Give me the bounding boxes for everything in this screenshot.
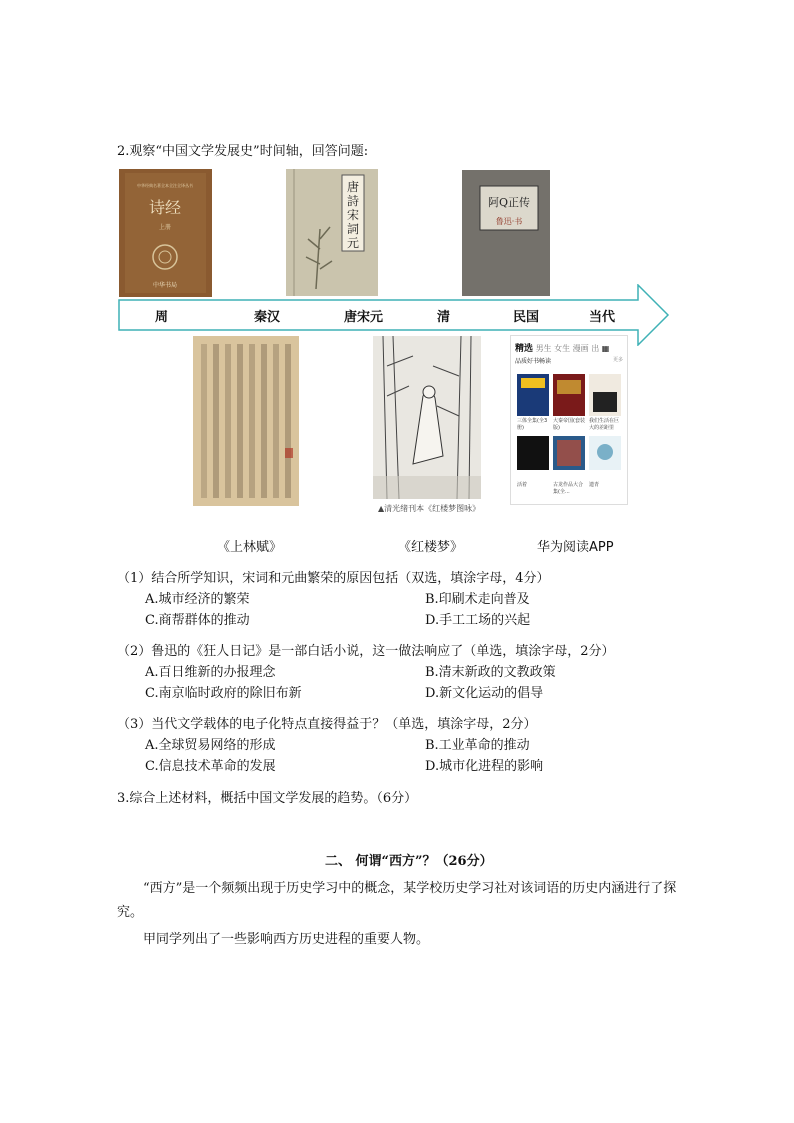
timeline-period-qing: 清 — [437, 310, 451, 325]
label-app: 华为阅读APP — [537, 540, 614, 555]
sub1-stem: （1）结合所学知识，宋词和元曲繁荣的原因包括（双选，填涂字母，4分） — [117, 571, 550, 586]
app-tab-female: 女生 — [554, 344, 571, 353]
sub3-stem: （3）当代文学载体的电子化特点直接得益于？（单选，填涂字母，2分） — [117, 717, 537, 732]
honglou-caption: ▲清光绪刊本《红楼梦图咏》 — [378, 504, 481, 513]
app-book-4: 活着 — [517, 482, 528, 488]
question-3: 3.综合上述材料，概括中国文学发展的趋势。（6分） — [117, 791, 418, 806]
timeline-period-minguo: 民国 — [513, 310, 540, 325]
ahq-cover-image — [462, 170, 550, 296]
svg-text:唐: 唐 — [346, 180, 360, 194]
app-grid-icon: ▦ — [601, 344, 610, 353]
app-tab-comics: 漫画 — [572, 344, 589, 353]
app-book-2: 大秦帝国(套装版) — [553, 418, 585, 431]
timeline-period-dangdai: 当代 — [589, 310, 616, 325]
shijing-title: 诗经 — [148, 198, 182, 217]
sub2-option-b: B.清末新政的文教政策 — [425, 665, 556, 680]
app-more-link: 更多 — [612, 357, 623, 363]
ahq-sub: 鲁迅·书 — [495, 217, 523, 226]
huawei-reading-app-screenshot — [510, 335, 628, 505]
sub2-option-d: D.新文化运动的倡导 — [425, 686, 544, 701]
shanglin-calligraphy-image — [193, 336, 299, 506]
app-book-5: 古龙作品大合集(全... — [553, 482, 584, 495]
question-2-title: 2.观察“中国文学发展史”时间轴，回答问题: — [117, 144, 369, 159]
timeline-period-zhou: 周 — [155, 310, 169, 325]
sub3-option-b: B.工业革命的推动 — [425, 738, 530, 753]
app-book-6: 遗青 — [589, 482, 600, 488]
honglou-illustration-image — [373, 336, 481, 499]
tangshi-cover-image — [286, 169, 378, 296]
section-2-title: 二、 何谓“西方”？（26分） — [325, 854, 493, 869]
shijing-publisher: 中华书局 — [152, 282, 178, 289]
shijing-cover-image — [119, 169, 212, 297]
section-2-paragraph-2: 甲同学列出了一些影响西方历史进程的重要人物。 — [143, 932, 430, 947]
svg-text:詩: 詩 — [346, 194, 360, 208]
timeline-period-qinhan: 秦汉 — [254, 310, 281, 325]
timeline-period-tangsongyuan: 唐宋元 — [344, 310, 384, 325]
ahq-title: 阿Q正传 — [487, 196, 531, 209]
tangshi-title-block — [347, 179, 359, 250]
sub3-option-c: C.信息技术革命的发展 — [145, 759, 276, 774]
sub1-option-d: D.手工工场的兴起 — [425, 613, 531, 628]
sub3-option-d: D.城市化进程的影响 — [425, 759, 544, 774]
app-tab-more: 出 — [591, 344, 600, 353]
shijing-vol: 上册 — [158, 224, 172, 231]
sub1-option-b: B.印刷术走向普及 — [425, 592, 530, 607]
sub2-option-a: A.百日维新的办报理念 — [145, 665, 276, 680]
app-book-1: 三体全集(全3册) — [517, 418, 548, 431]
section-2-paragraph-1: “西方”是一个频频出现于历史学习中的概念，某学校历史学习社对该词语的历史内涵进行了探究。 — [117, 881, 677, 920]
sub2-stem: （2）鲁迅的《狂人日记》是一部白话小说，这一做法响应了（单选，填涂字母，2分） — [117, 644, 615, 659]
sub3-option-a: A.全球贸易网络的形成 — [145, 738, 276, 753]
app-tab-male: 男生 — [535, 344, 552, 353]
app-tab-featured: 精选 — [515, 344, 534, 354]
sub1-option-c: C.商帮群体的推动 — [145, 613, 250, 628]
label-shanglin: 《上林赋》 — [217, 540, 283, 555]
app-section-title: 品质好书畅读 — [515, 358, 552, 365]
sub1-option-a: A.城市经济的繁荣 — [145, 592, 250, 607]
svg-text:元: 元 — [346, 236, 360, 250]
label-honglou: 《红楼梦》 — [398, 540, 464, 555]
svg-text:詞: 詞 — [346, 222, 360, 236]
shijing-series: 中华经典名著全本全注全译丛书 — [137, 183, 193, 188]
app-book-3: 我们生活在巨大的差距里 — [589, 418, 620, 431]
svg-text:宋: 宋 — [346, 208, 360, 222]
sub2-option-c: C.南京临时政府的除旧布新 — [145, 686, 302, 701]
